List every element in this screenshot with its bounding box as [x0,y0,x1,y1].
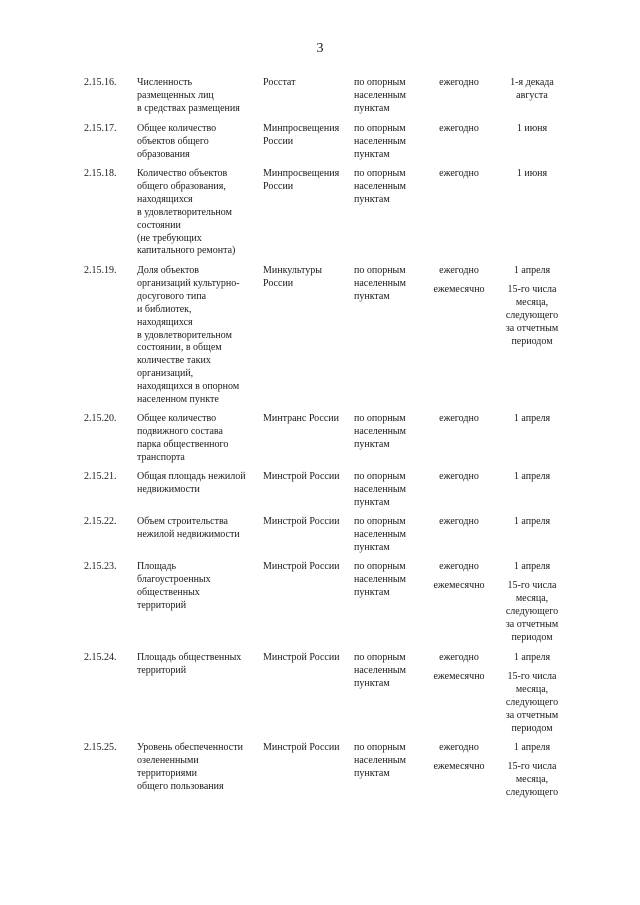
responsible-agency-line: России [263,180,294,192]
indicator-name-line: образования [137,148,190,160]
responsible-agency [263,77,351,90]
data-level-line: по опорным [354,742,406,753]
frequency-line: ежегодно [439,265,479,276]
responsible-agency-line: Минтранс России [263,413,339,424]
data-level [354,123,426,162]
frequency-block [426,123,492,136]
responsible-agency-line: Минстрой России [263,471,340,482]
due-date-block [498,671,566,736]
indicator-name-line: территорий [137,599,187,611]
frequency-line: ежегодно [439,742,479,753]
responsible-agency [263,561,351,574]
due-date [498,77,566,103]
due-date-line: 1 июня [516,168,548,179]
data-level [354,471,426,510]
frequency [426,561,492,593]
data-level [354,265,426,304]
indicator-name-line: Доля объектов [137,265,199,276]
data-level-line: по опорным [354,652,406,663]
row-number: 2.15.16. [84,77,117,88]
indicator-name-line: капитального ремонта) [137,245,236,257]
indicator-name-line: Объем строительства [137,516,228,527]
responsible-agency [263,123,351,149]
due-date-line: 15-го числа [507,760,557,772]
frequency [426,168,492,181]
frequency [426,265,492,297]
data-level-line: пунктам [354,148,390,160]
frequency-block [426,168,492,181]
indicator-name-line: размещенных лиц [137,89,214,101]
data-level-line: населенным [354,425,406,437]
due-date-line: 1 апреля [513,413,551,424]
indicator-name-line: находящихся [137,193,193,205]
due-date [498,265,566,348]
due-date-block [498,77,566,103]
frequency-line: ежегодно [439,168,479,179]
frequency-line: ежегодно [439,471,479,482]
frequency-block [426,580,492,593]
responsible-agency-line: Минпросвещения [263,168,340,179]
row-number: 2.15.22. [84,516,117,527]
due-date-line: следующего [505,605,559,617]
responsible-agency-line: Минстрой России [263,561,340,572]
indicator-name-line: Количество объектов [137,168,228,179]
due-date-line: месяца, [515,296,549,308]
due-date-line: за отчетным [505,322,559,334]
indicator-name-line: общего образования, [137,180,226,192]
indicator-name-line: территориями [137,767,198,779]
responsible-agency-line: Минстрой России [263,516,340,527]
row-number: 2.15.19. [84,265,117,276]
row-number: 2.15.25. [84,742,117,753]
frequency-line: ежегодно [439,413,479,424]
frequency [426,742,492,774]
indicator-name-line: и библиотек, [137,303,192,315]
indicator-name-line: подвижного состава [137,425,223,437]
data-level-line: по опорным [354,413,406,424]
frequency [426,77,492,90]
due-date-block [498,761,566,800]
due-date-line: 15-го числа [507,579,557,591]
indicator-name-line: объектов общего [137,135,209,147]
indicator-name-line: общественных [137,586,200,598]
responsible-agency-line: Росстат [263,77,296,88]
indicator-name-line: недвижимости [137,483,200,495]
data-level-line: пунктам [354,677,390,689]
due-date-block [498,580,566,645]
row-number: 2.15.20. [84,413,117,424]
data-level-line: пунктам [354,102,390,114]
responsible-agency-line: Минкультуры [263,265,322,276]
due-date-block [498,561,566,574]
page-number: 3 [316,41,324,56]
due-date [498,516,566,529]
responsible-agency [263,265,351,291]
due-date [498,471,566,484]
frequency-block [426,742,492,755]
data-level-line: пунктам [354,541,390,553]
responsible-agency [263,516,351,529]
frequency-line: ежемесячно [433,760,485,772]
due-date-line: 1 апреля [513,471,551,482]
due-date-block [498,471,566,484]
due-date-line: периодом [511,722,553,734]
data-level-line: населенным [354,754,406,766]
data-level [354,742,426,781]
due-date-line: 15-го числа [507,670,557,682]
indicator-name [137,516,261,542]
due-date-line: 15-го числа [507,283,557,295]
indicator-name [137,652,261,678]
responsible-agency [263,168,351,194]
responsible-agency-line: Минпросвещения [263,123,340,134]
row-number: 2.15.17. [84,123,117,134]
responsible-agency-line: России [263,277,294,289]
due-date-line: 1 апреля [513,652,551,663]
row-number: 2.15.24. [84,652,117,663]
data-level [354,168,426,207]
data-level-line: населенным [354,180,406,192]
data-level-line: пунктам [354,438,390,450]
due-date-line: следующего [505,309,559,321]
frequency-block [426,284,492,297]
indicator-name [137,265,261,407]
due-date-line: следующего [505,786,559,798]
responsible-agency-line: Минстрой России [263,742,340,753]
indicator-name-line: Общее количество [137,413,217,424]
indicator-name-line: организаций, [137,368,194,380]
due-date-block [498,652,566,665]
indicator-name [137,77,261,116]
due-date-line: августа [516,89,548,101]
due-date [498,168,566,181]
frequency-block [426,265,492,278]
indicator-name-line: озелененными [137,754,199,766]
due-date [498,123,566,136]
row-number: 2.15.23. [84,561,117,572]
due-date-line: 1 апреля [513,516,551,527]
frequency-line: ежемесячно [433,579,485,591]
responsible-agency [263,471,351,484]
frequency-block [426,413,492,426]
indicator-name [137,168,261,258]
indicator-name-line: нежилой недвижимости [137,528,240,540]
frequency-block [426,652,492,665]
frequency-block [426,471,492,484]
indicator-name-line: территорий [137,664,187,676]
data-level-line: населенным [354,664,406,676]
indicator-name-line: населенном пункте [137,394,219,406]
data-level-line: населенным [354,528,406,540]
due-date-line: 1 апреля [513,742,551,753]
data-level-line: по опорным [354,516,406,527]
data-level [354,561,426,600]
frequency-block [426,516,492,529]
indicator-name-line: Общее количество [137,123,217,134]
indicator-name [137,471,261,497]
frequency-line: ежегодно [439,561,479,572]
due-date-line: месяца, [515,683,549,695]
indicator-name-line: Площадь общественных [137,652,242,663]
indicator-name-line: состоянии [137,219,181,231]
data-level-line: населенным [354,573,406,585]
data-level-line: пунктам [354,496,390,508]
data-level-line: по опорным [354,168,406,179]
due-date-block [498,123,566,136]
due-date-line: 1 апреля [513,561,551,572]
due-date [498,742,566,800]
data-level-line: населенным [354,135,406,147]
frequency-line: ежемесячно [433,670,485,682]
responsible-agency-line: Минстрой России [263,652,340,663]
indicator-name-line: в удовлетворительном [137,329,232,341]
indicator-name-line: досугового типа [137,290,207,302]
data-level-line: населенным [354,277,406,289]
data-level [354,652,426,691]
frequency [426,413,492,426]
indicator-name-line: общего пользования [137,780,224,792]
indicator-name-line: в удовлетворительном [137,206,232,218]
due-date [498,652,566,735]
due-date-line: за отчетным [505,709,559,721]
frequency-line: ежемесячно [433,283,485,295]
data-level-line: по опорным [354,265,406,276]
data-level-line: по опорным [354,123,406,134]
responsible-agency [263,413,351,426]
responsible-agency-line: России [263,135,294,147]
frequency-block [426,671,492,684]
due-date [498,561,566,644]
frequency-line: ежегодно [439,652,479,663]
frequency-block [426,561,492,574]
indicator-name-line: находящихся [137,316,193,328]
data-level-line: по опорным [354,471,406,482]
frequency-block [426,761,492,774]
row-number: 2.15.21. [84,471,117,482]
frequency [426,516,492,529]
indicator-name [137,561,261,613]
data-level-line: пунктам [354,767,390,779]
data-level-line: пунктам [354,193,390,205]
indicator-name-line: состоянии, в общем [137,342,222,354]
data-level-line: населенным [354,89,406,101]
indicator-name-line: Уровень обеспеченности [137,742,243,753]
responsible-agency [263,652,351,665]
data-level-line: по опорным [354,77,406,88]
data-level-line: населенным [354,483,406,495]
due-date-block [498,413,566,426]
due-date [498,413,566,426]
due-date-line: следующего [505,696,559,708]
indicator-name-line: (не требующих [137,232,202,244]
due-date-line: 1 июня [516,123,548,134]
due-date-line: за отчетным [505,618,559,630]
frequency [426,652,492,684]
indicator-name [137,742,261,794]
indicator-name-line: парка общественного [137,438,229,450]
indicator-name [137,123,261,162]
indicator-name-line: Численность [137,77,193,88]
due-date-block [498,265,566,278]
frequency-line: ежегодно [439,77,479,88]
indicator-name-line: организаций культурно- [137,277,240,289]
due-date-block [498,516,566,529]
frequency-line: ежегодно [439,123,479,134]
frequency-line: ежегодно [439,516,479,527]
indicator-name-line: благоустроенных [137,573,211,585]
frequency [426,471,492,484]
indicator-name-line: в средствах размещения [137,102,240,114]
due-date-line: месяца, [515,592,549,604]
due-date-line: периодом [511,335,553,347]
indicator-name [137,413,261,465]
indicator-name-line: транспорта [137,451,185,463]
data-level [354,516,426,555]
row-number: 2.15.18. [84,168,117,179]
responsible-agency [263,742,351,755]
indicator-name-line: количестве таких [137,355,211,367]
data-level-line: пунктам [354,586,390,598]
frequency [426,123,492,136]
due-date-block [498,284,566,349]
due-date-line: месяца, [515,773,549,785]
data-level-line: по опорным [354,561,406,572]
due-date-line: периодом [511,631,553,643]
data-level [354,413,426,452]
data-level [354,77,426,116]
indicator-name-line: Площадь [137,561,176,572]
due-date-block [498,168,566,181]
due-date-block [498,742,566,755]
due-date-line: 1 апреля [513,265,551,276]
indicator-name-line: находящихся в опорном [137,381,240,393]
frequency-block [426,77,492,90]
data-level-line: пунктам [354,290,390,302]
due-date-line: 1-я декада [510,77,554,88]
indicator-name-line: Общая площадь нежилой [137,471,246,482]
